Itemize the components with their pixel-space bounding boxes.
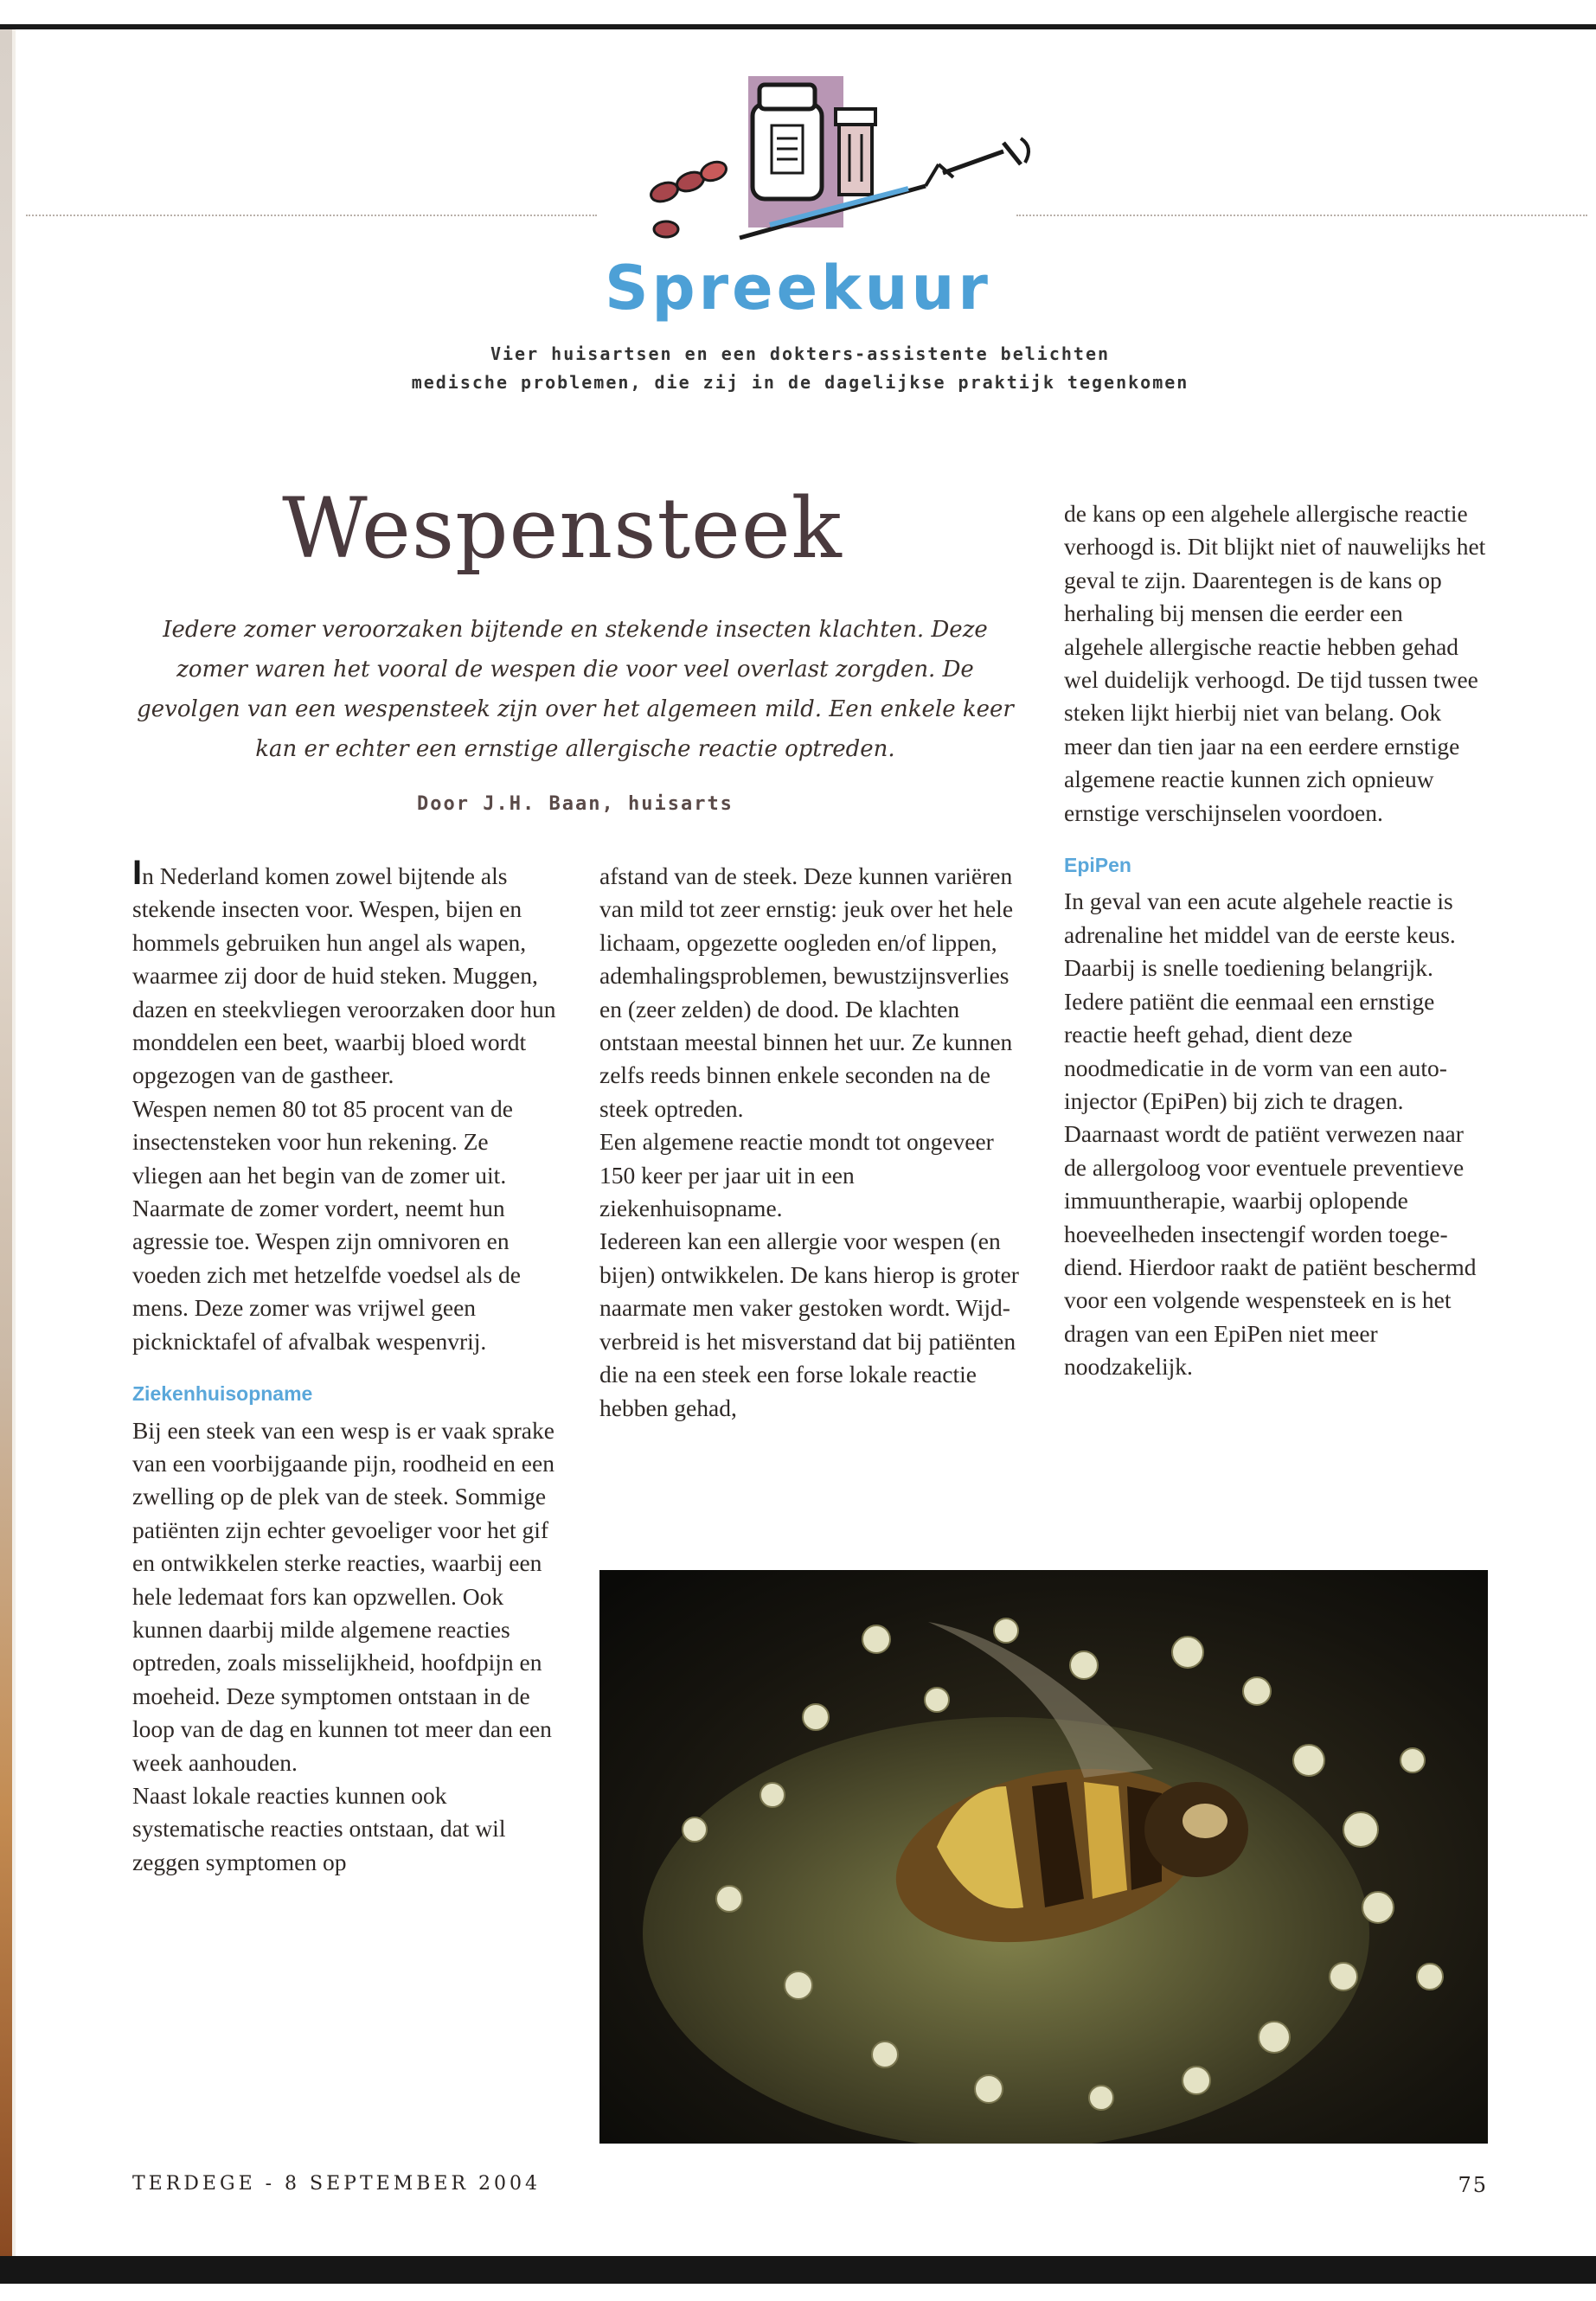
subhead-epipen: EpiPen <box>1064 854 1131 877</box>
column-2 <box>599 860 1023 1425</box>
section-title: Spreekuur <box>605 253 991 324</box>
bottom-border <box>0 2256 1596 2284</box>
subtitle-line-2: medische problemen, die zij in de dagelijkse praktijk tegenkomen <box>411 372 1189 393</box>
paragraph-7: Iedereen kan een allergie voor wespen (en bijen) ontwikkelen. De kans hierop is groter naarmate men vaker gestoken wordt. Wijdverbreid is het misverstand dat bij patiënten die na een steek een forse lokale reactie hebben gehad, <box>599 1227 1019 1421</box>
article-byline: Door J.H. Baan, huisarts <box>417 793 734 815</box>
page-number: 75 <box>1458 2173 1488 2197</box>
paragraph-3: Bij een steek van een wesp is er vaak sprake van een voorbijgaande pijn, roodheid en een zwelling op de plek van de steek. Sommige patiënten zijn echter gevoeliger voor het gif en ontwikkelen sterke reacties, waarbij een hele ledemaat fors kan opzwellen. Ook kunnen daarbij milde algemene reacties optreden, zoals misselijkheid, hoofdpijn en moeheid. Deze symptomen ontstaan in de loop van de dag en kunnen tot meer dan een week aanhouden. <box>132 1416 554 1776</box>
subtitle-line-1: Vier huisartsen en een dokters-assistente belichten <box>490 343 1111 364</box>
vial-icon <box>836 109 875 195</box>
paragraph-1 <box>132 854 556 1093</box>
article-title: Wespensteek <box>282 480 843 577</box>
paragraph-4: Naast lokale reacties kunnen ook systematische reacties ontstaan, dat wil zeggen symptomen op <box>132 1781 506 1875</box>
article-intro: Iedere zomer veroorzaken bijtende en stekende insecten klachten. Deze zomer waren het vooral de wespen die voor veel overlast zorgden. De gevolgen van een wespensteek zijn over het algemeen mild. Een enkele keer kan er echter een ernstige allergische reactie optreden. <box>137 617 1014 762</box>
footer-publication: TERDEGE - 8 SEPTEMBER 2004 <box>132 2173 542 2195</box>
dropcap: I <box>132 854 143 892</box>
wasp-photo <box>599 1570 1488 2144</box>
pills-icon <box>649 158 729 237</box>
paragraph-5: afstand van de steek. Deze kunnen variëren van mild tot zeer ernstig: jeuk over het hele lichaam, opgezette oogleden en/of lippen, ademhalingsproblemen, bewustzijnsverlies en (zeer zelden) de dood. De klachten ontstaan meestal binnen het uur. Ze kunnen zelfs reeds binnen enkele seconden na de steek optreden. <box>599 862 1014 1122</box>
paragraph-2: Wespen nemen 80 tot 85 procent van de insectensteken voor hun rekening. Ze vliegen aan het begin van de zomer uit. Naarmate de zomer vordert, neemt hun agressie toe. Wespen zijn omnivoren en voeden zich met hetzelfde voedsel als de mens. Deze zomer was vrijwel geen picknicktafel of afvalbak wespenvrij. <box>132 1094 521 1355</box>
paragraph-9: In geval van een acute algehele reactie is adrenaline het middel van de eerste keus. Daarbij is snelle toediening belangrijk. Iedere patiënt die eenmaal een ernstige reactie heeft gehad, dient deze noodmedicatie in de vorm van een auto-injector (EpiPen) bij zich te dragen. Daarnaast wordt de patiënt verwezen naar de allergoloog voor eventuele preventieve immuuntherapie, waarbij oplopende hoeveelheden insectengif worden toegediend. Hierdoor raakt de patiënt beschermd voor een volgende wespensteek en is het dragen van een EpiPen niet meer noodzakelijk. <box>1064 888 1477 1381</box>
header-rule-right <box>1016 215 1587 216</box>
column-3 <box>1064 497 1488 1384</box>
header-rule-left <box>26 215 597 216</box>
page-left-edge <box>0 29 12 2256</box>
section-subtitle <box>311 340 1289 397</box>
top-border <box>0 24 1596 29</box>
page-left-edge-inner <box>12 29 16 2256</box>
paragraph-6: Een algemene reactie mondt tot ongeveer 150 keer per jaar uit in een ziekenhuisopname. <box>599 1128 994 1222</box>
pill-bottle-icon <box>753 85 822 199</box>
paragraph-8: de kans op een algehele allergische reactie verhoogd is. Dit blijkt niet of nauwelijks het geval te zijn. Daarentegen is de kans op herhaling bij mensen die eerder een algehele allergische reactie hebben gehad wel duidelijk verhoogd. De tijd tussen twee steken lijkt hierbij niet van belang. Ook meer dan tien jaar na een eerdere ernstige algemene reactie kunnen zich opnieuw ernstige verschijnselen voordoen. <box>1064 500 1486 826</box>
subhead-ziekenhuisopname: Ziekenhuisopname <box>132 1382 313 1406</box>
column-1 <box>132 854 556 1879</box>
paragraph-1-text: n Nederland komen zowel bijtende als stekende insecten voor. Wespen, bijen en hommels gebruiken hun angel als wapen, waarmee zij door de huid steken. Muggen, dazen en steekvliegen veroorzaken door hun monddelen een beet, waarbij bloed wordt opgezogen van de gastheer. <box>132 862 556 1089</box>
medicine-illustration <box>640 52 1038 251</box>
